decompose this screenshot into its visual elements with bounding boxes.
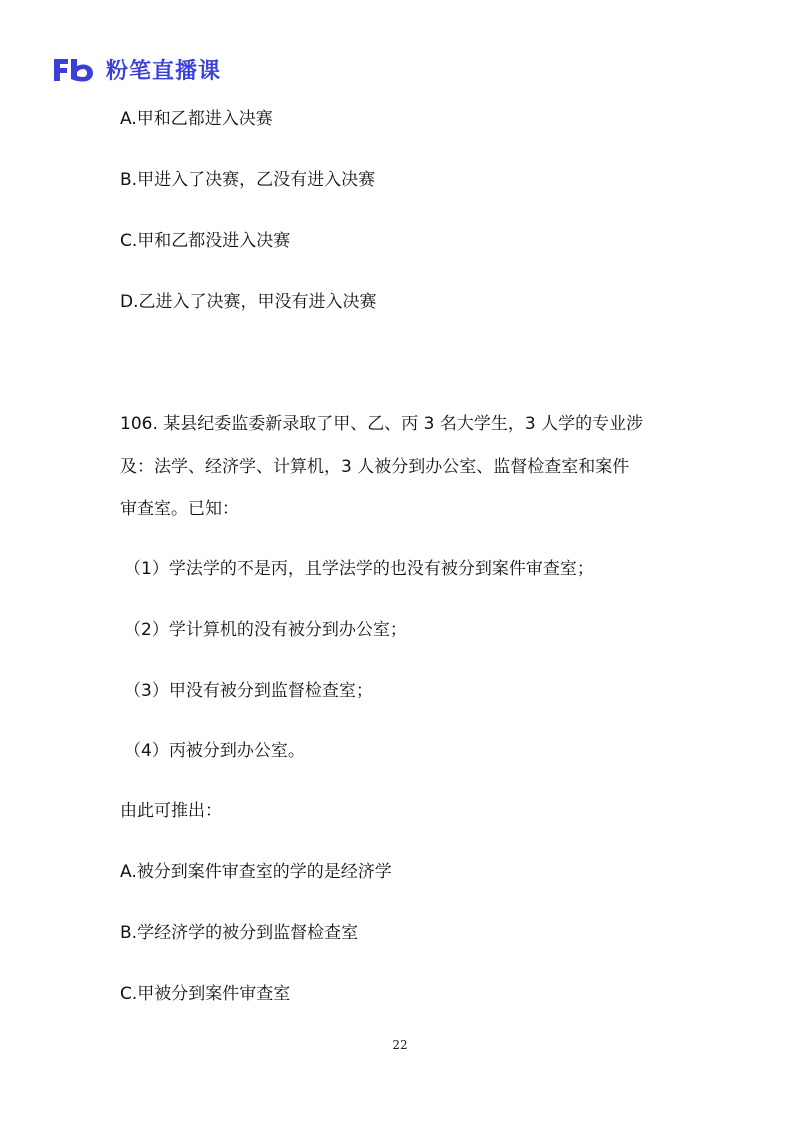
question-prompt: 由此可推出： — [120, 801, 222, 821]
condition-2: （2）学计算机的没有被分到办公室； — [124, 620, 407, 640]
brand-logo — [52, 54, 221, 85]
question-stem-line-1: 106. 某县纪委监委新录取了甲、乙、丙 3 名大学生，3 人学的专业涉 — [120, 414, 644, 434]
condition-3: （3）甲没有被分到监督检查室； — [124, 681, 373, 701]
option-b: B.学经济学的被分到监督检查室 — [120, 923, 359, 943]
question-stem-line-3: 审查室。已知： — [120, 499, 239, 519]
option-a: A.被分到案件审查室的学的是经济学 — [120, 862, 392, 882]
brand-name: 粉笔直播课 — [106, 59, 222, 84]
condition-1: （1）学法学的不是丙，且学法学的也没有被分到案件审查室； — [124, 559, 594, 579]
condition-4: （4）丙被分到办公室。 — [124, 741, 305, 761]
fb-logo-icon — [52, 57, 96, 83]
prev-option-c: C.甲和乙都没进入决赛 — [120, 231, 291, 251]
prev-option-a: A.甲和乙都进入决赛 — [120, 109, 273, 129]
prev-option-b: B.甲进入了决赛，乙没有进入决赛 — [120, 170, 376, 190]
prev-option-d: D.乙进入了决赛，甲没有进入决赛 — [120, 292, 377, 312]
option-c: C.甲被分到案件审查室 — [120, 984, 291, 1004]
page-number: 22 — [392, 1038, 408, 1052]
question-stem-line-2: 及：法学、经济学、计算机，3 人被分到办公室、监督检查室和案件 — [120, 457, 630, 477]
